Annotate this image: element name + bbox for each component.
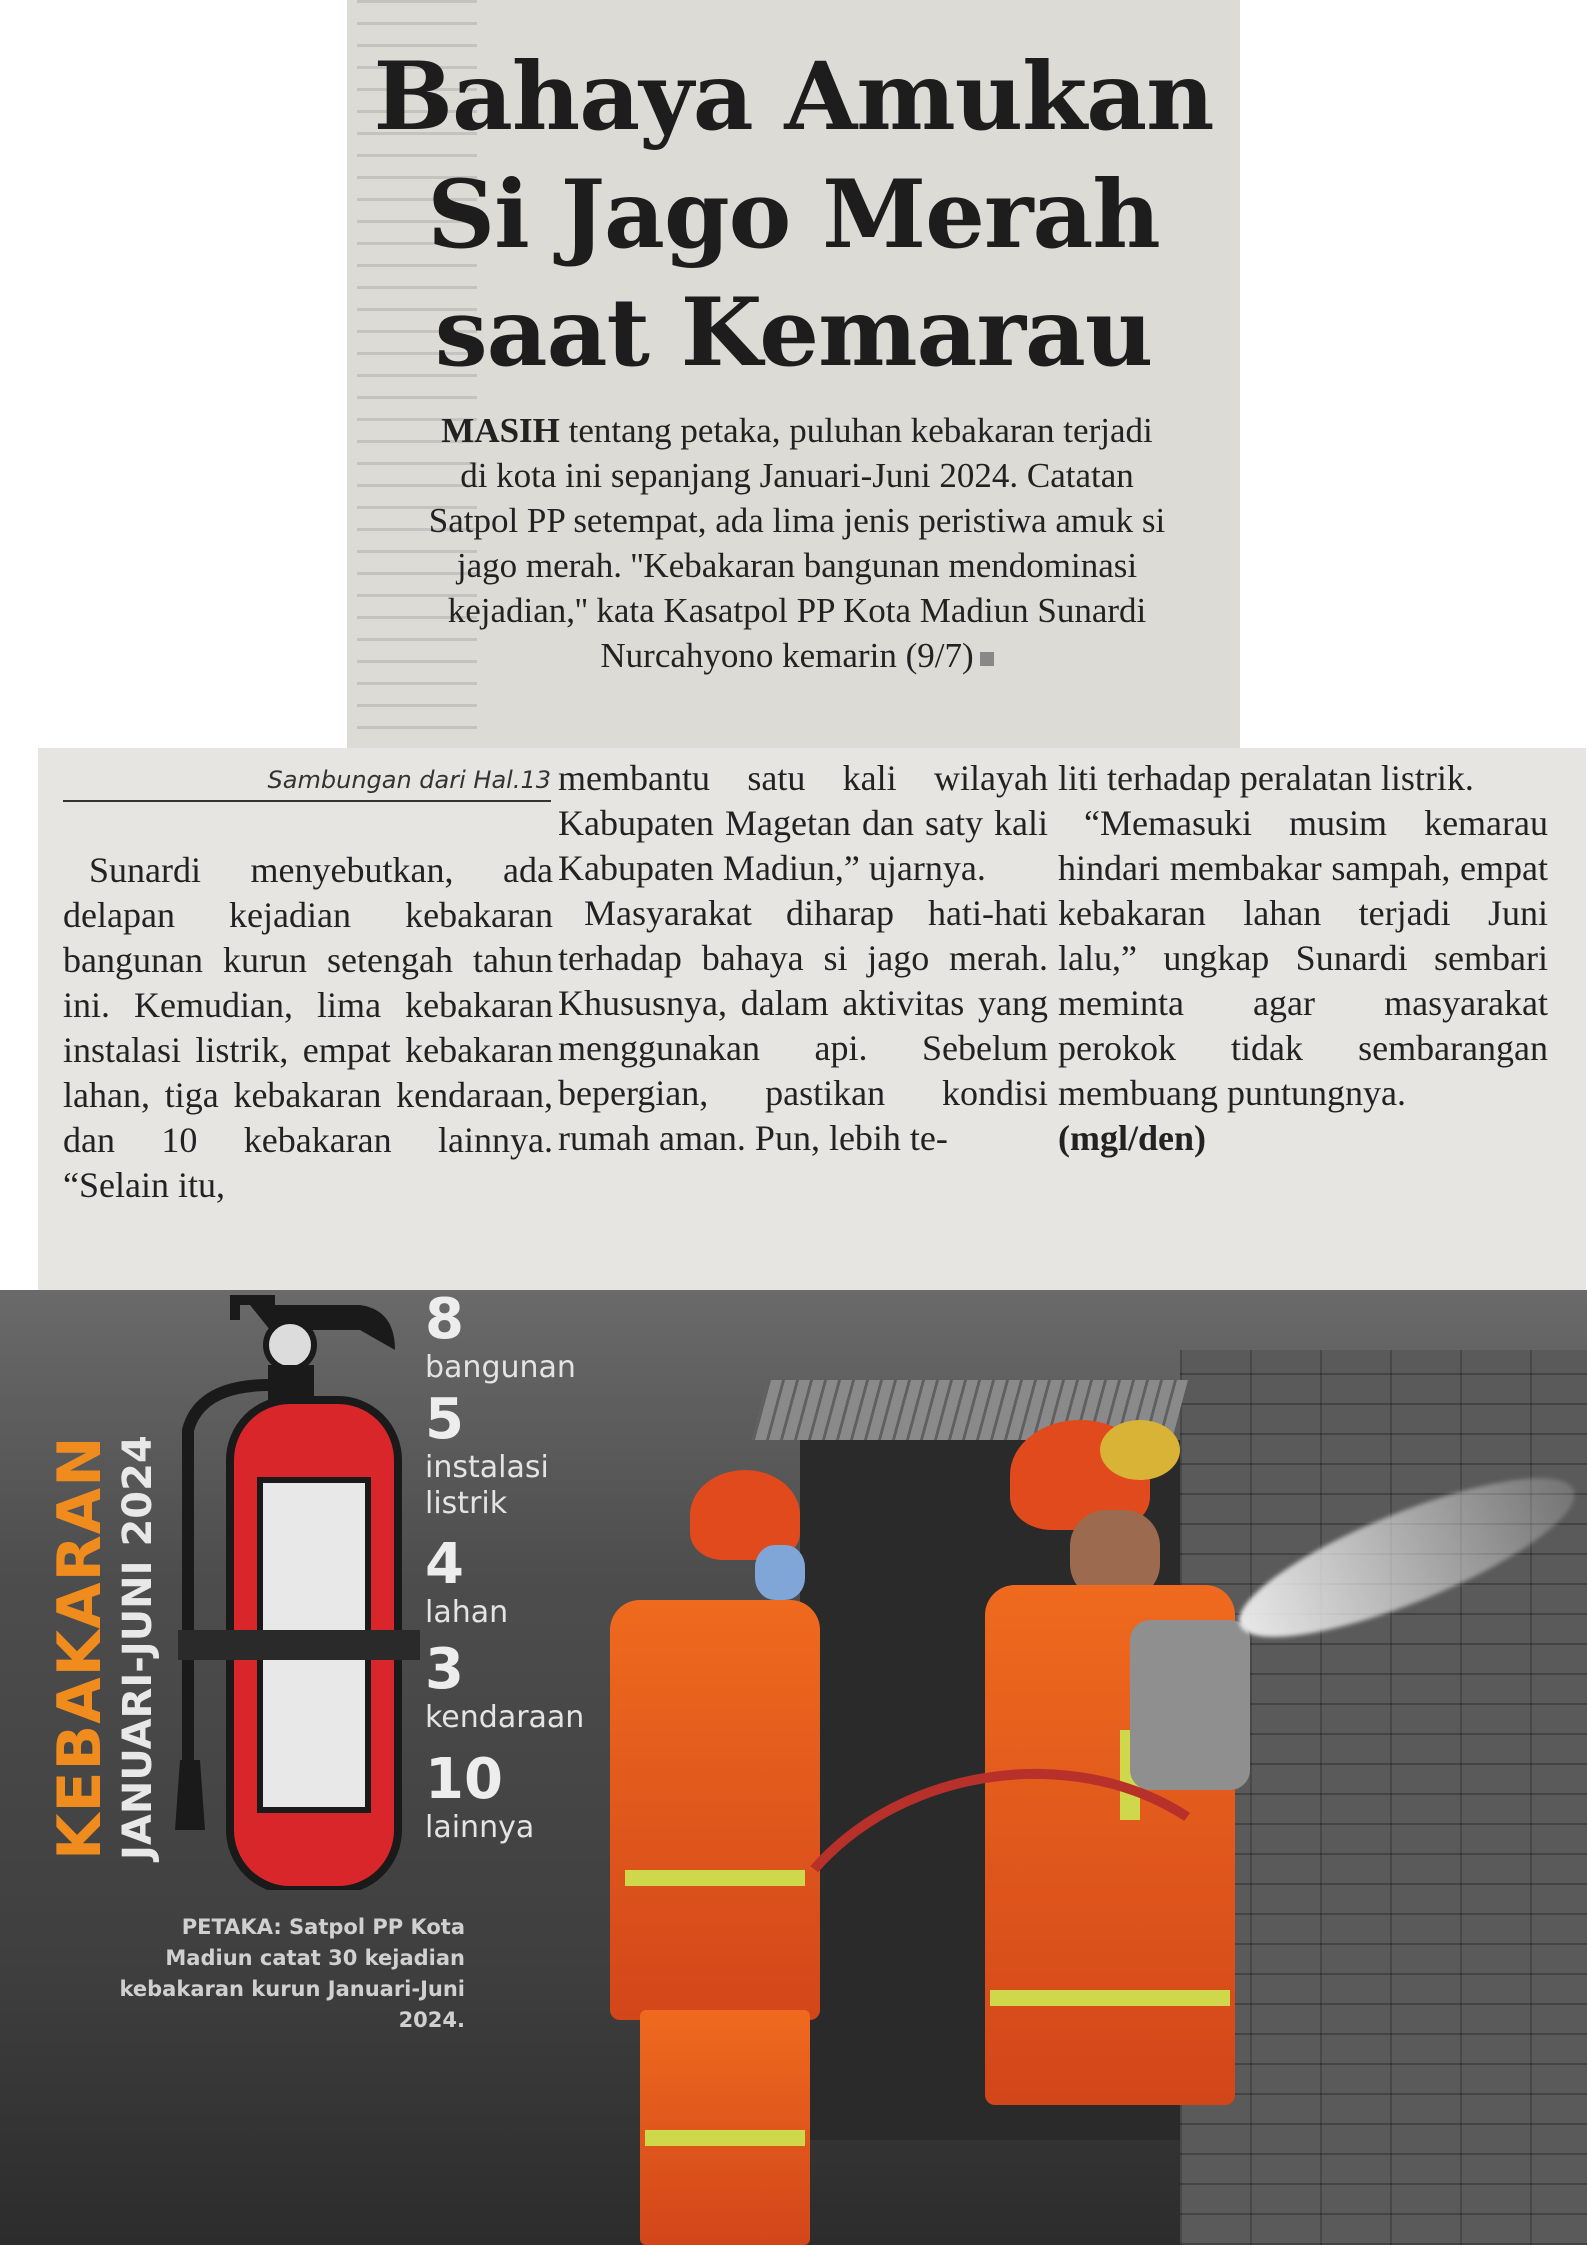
stat-item [425,1290,576,1386]
stat-label: listrik [425,1486,508,1521]
paragraph: liti terhadap peralatan listrik. [1058,758,1474,798]
fire-extinguisher-icon [160,1290,420,1890]
byline: (mgl/den) [1058,1118,1206,1158]
continuation-block [38,748,1586,1290]
paragraph: Masyarakat diharap hati-hati terhadap bahaya si jago merah. Khususnya, dalam aktivitas yang menggunakan api. Sebelum bepergian, pastikan kondisi rumah aman. Pun, lebih te- [558,893,1048,1158]
stat-item [425,1532,509,1631]
stat-label: kendaraan [425,1700,585,1735]
stat-item [425,1637,585,1736]
stat-value: 5 [425,1387,464,1452]
headline-block [347,0,1240,748]
column-2 [558,756,1048,1161]
stat-label: instalasi [425,1450,549,1485]
infographic-photo [0,1290,1587,2245]
stat-value: 10 [425,1747,503,1812]
headline [347,38,1240,392]
stat-value: 8 [425,1290,464,1352]
headline-line-1: Bahaya Amukan [373,42,1214,152]
stat-label: lahan [425,1595,509,1630]
photo-caption: PETAKA: Satpol PP Kota Madiun catat 30 kejadian kebakaran kurun Januari-Juni 2024. [119,1915,465,2032]
stat-label: bangunan [425,1350,576,1385]
lead-text: tentang petaka, puluhan kebakaran terjadi di kota ini sepanjang Januari-Juni 2024. Catatan Satpol PP setempat, ada lima jenis peristiwa amuk si jago merah. ''Kebakaran bangunan mendominasi kejadian,'' kata Kasatpol PP Kota Madiun Sunardi Nurcahyono kemarin (9/7) [428,411,1166,675]
paragraph: Sunardi menyebutkan, ada delapan kejadian kebakaran bangunan kurun setengah tahun ini. Kemudian, lima kebakaran instalasi listrik, empat kebakaran lahan, tiga kebakaran kendaraan, dan 10 kebakaran lainnya. “Selain itu, [63,850,553,1205]
headline-line-3: saat Kemarau [434,278,1153,388]
stat-item [425,1747,535,1846]
column-3 [1058,756,1548,1161]
infographic-subtitle: JANUARI-JUNI 2024 [115,1435,161,1860]
paragraph: membantu satu kali wilayah Kabupaten Magetan dan saty kali Kabupaten Madiun,” ujarnya. [558,758,1048,888]
column-1 [63,848,553,1208]
stat-value: 3 [425,1637,464,1702]
headline-line-2: Si Jago Merah [427,160,1160,270]
infographic-title: KEBAKARAN [45,1435,115,1860]
stat-item [425,1387,549,1522]
end-mark-icon [980,652,994,666]
stat-label: lainnya [425,1810,535,1845]
lead-paragraph [427,408,1167,678]
stat-value: 4 [425,1532,464,1597]
lead-kicker: MASIH [441,411,560,450]
continuation-header: Sambungan dari Hal.13 [63,766,551,802]
paragraph: “Memasuki musim kemarau hindari membakar sampah, empat kebakaran lahan terjadi Juni lalu,” ungkap Sunardi sembari meminta agar masyarakat perokok tidak sembarangan membuang puntungnya. [1058,803,1548,1113]
